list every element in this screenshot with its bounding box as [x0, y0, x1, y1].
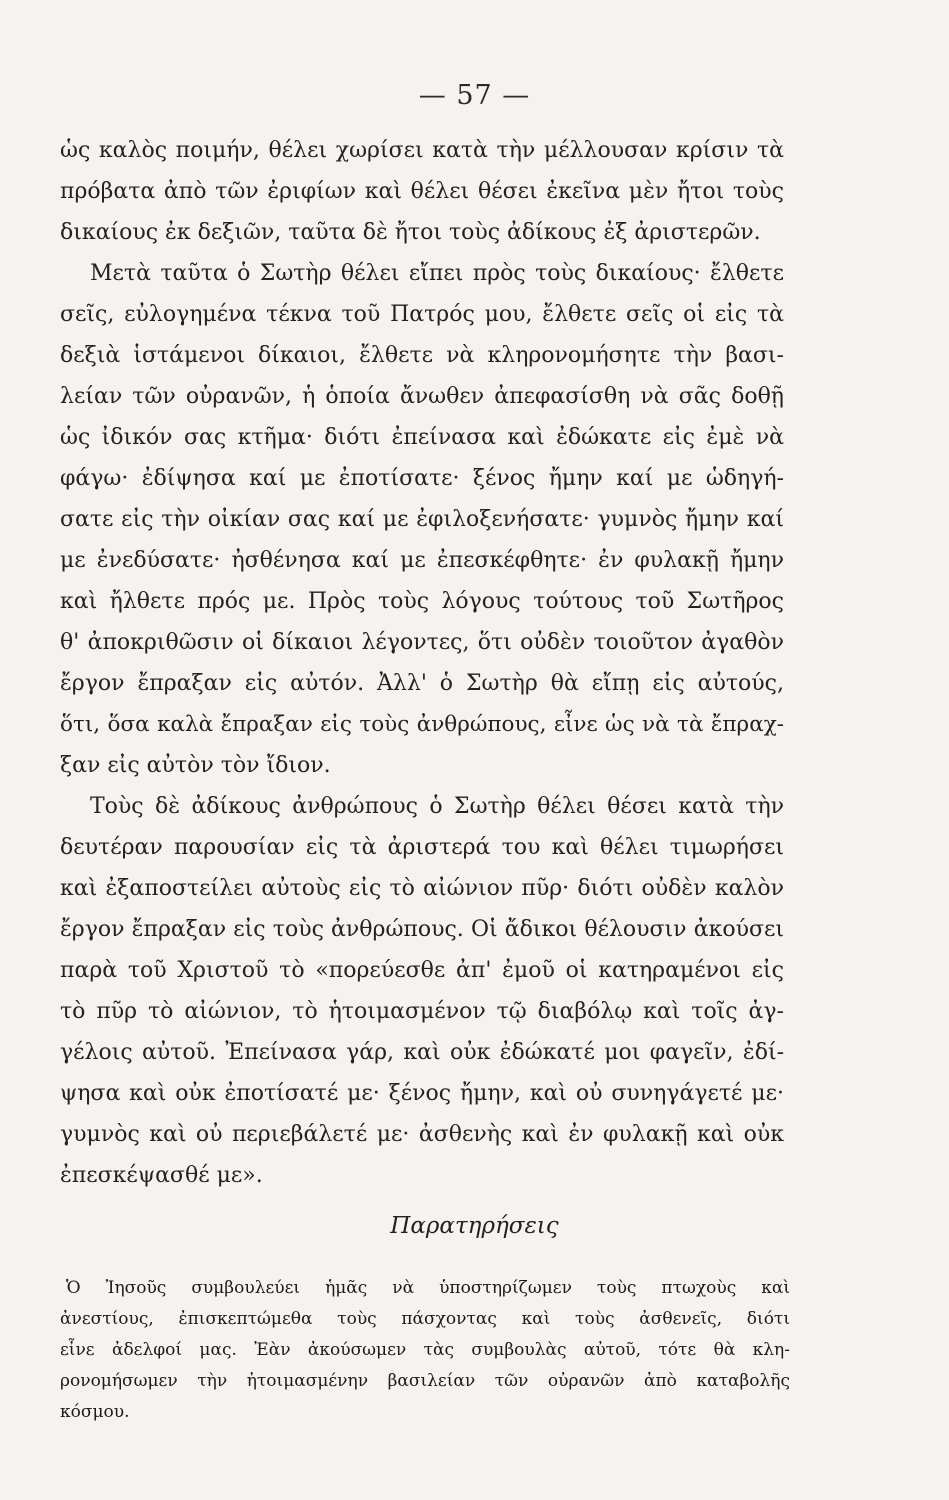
text-line: τὸ πῦρ τὸ αἰώνιον, τὸ ἡτοιμασμένον τῷ διαβόλῳ καὶ τοῖς ἀγ-: [60, 999, 784, 1024]
text-line: ξαν εἰς αὐτὸν τὸν ἴδιον.: [60, 753, 331, 778]
text-line: ψησα καὶ οὐκ ἐποτίσατέ με· ξένος ἤμην, καὶ οὐ συνηγάγετέ με·: [60, 1081, 784, 1106]
text-line: ἐπεσκέψασθέ με».: [60, 1163, 263, 1188]
text-line: καὶ ἐξαποστείλει αὐτοὺς εἰς τὸ αἰώνιον πῦρ· διότι οὐδὲν καλὸν: [60, 876, 784, 901]
text-line: σεῖς, εὐλογημένα τέκνα τοῦ Πατρός μου, ἔλθετε σεῖς οἱ εἰς τὰ: [60, 302, 784, 327]
text-line: δευτέραν παρουσίαν εἰς τὰ ἀριστερά του καὶ θέλει τιμωρήσει: [60, 835, 784, 860]
text-line: καὶ ἤλθετε πρός με. Πρὸς τοὺς λόγους τούτους τοῦ Σωτῆρος: [60, 589, 784, 614]
text-line: ἔργον ἔπραξαν εἰς αὐτόν. Ἀλλ' ὁ Σωτὴρ θὰ εἴπῃ εἰς αὐτούς,: [60, 671, 784, 696]
text-line: λείαν τῶν οὐρανῶν, ἡ ὁποία ἄνωθεν ἀπεφασίσθη νὰ σᾶς δοθῇ: [60, 384, 784, 409]
text-line: πρόβατα ἀπὸ τῶν ἐριφίων καὶ θέλει θέσει ἐκεῖνα μὲν ἤτοι τοὺς: [60, 179, 784, 204]
text-line: γέλοις αὐτοῦ. Ἐπείνασα γάρ, καὶ οὐκ ἐδώκατέ μοι φαγεῖν, ἐδί-: [60, 1040, 784, 1065]
page-number: — 57 —: [418, 80, 531, 111]
text-line: δικαίους ἐκ δεξιῶν, ταῦτα δὲ ἤτοι τοὺς ἀδίκους ἐξ ἀριστερῶν.: [60, 220, 761, 245]
text-line: ἔργον ἔπραξαν εἰς τοὺς ἀνθρώπους. Οἱ ἄδικοι θέλουσιν ἀκούσει: [60, 917, 784, 942]
note-line: κόσμου.: [60, 1402, 130, 1422]
text-line: γυμνὸς καὶ οὐ περιεβάλετέ με· ἀσθενὴς καὶ ἐν φυλακῇ καὶ οὐκ: [60, 1122, 784, 1147]
text-line: με ἐνεδύσατε· ἠσθένησα καί με ἐπεσκέφθητε· ἐν φυλακῇ ἤμην: [60, 548, 784, 573]
text-line: ὡς καλὸς ποιμήν, θέλει χωρίσει κατὰ τὴν μέλλουσαν κρίσιν τὰ: [60, 138, 784, 163]
note-line: ἀνεστίους, ἐπισκεπτώμεθα τοὺς πάσχοντας καὶ τοὺς ἀσθενεῖς, διότι: [60, 1309, 790, 1329]
text-line: φάγω· ἐδίψησα καί με ἐποτίσατε· ξένος ἤμην καί με ὡδηγή-: [60, 466, 784, 491]
note-line: ρονομήσωμεν τὴν ἡτοιμασμένην βασιλείαν τῶν οὐρανῶν ἀπὸ καταβολῆς: [60, 1371, 790, 1391]
text-line: Μετὰ ταῦτα ὁ Σωτὴρ θέλει εἴπει πρὸς τοὺς δικαίους· ἔλθετε: [90, 261, 784, 286]
note-line: εἶνε ἀδελφοί μας. Ἐὰν ἀκούσωμεν τὰς συμβουλὰς αὐτοῦ, τότε θὰ κλη-: [60, 1340, 790, 1360]
section-heading: Παρατηρήσεις: [390, 1213, 559, 1239]
text-line: Τοὺς δὲ ἀδίκους ἀνθρώπους ὁ Σωτὴρ θέλει θέσει κατὰ τὴν: [90, 794, 784, 819]
text-line: δεξιὰ ἱστάμενοι δίκαιοι, ἔλθετε νὰ κληρονομήσητε τὴν βασι-: [60, 343, 784, 368]
text-line: σατε εἰς τὴν οἰκίαν σας καί με ἐφιλοξενήσατε· γυμνὸς ἤμην καί: [60, 507, 784, 532]
text-line: ὅτι, ὅσα καλὰ ἔπραξαν εἰς τοὺς ἀνθρώπους, εἶνε ὡς νὰ τὰ ἔπραχ-: [60, 712, 784, 737]
text-line: ὡς ἰδικόν σας κτῆμα· διότι ἐπείνασα καὶ ἐδώκατε εἰς ἐμὲ νὰ: [60, 425, 784, 450]
text-line: θ' ἀποκριθῶσιν οἱ δίκαιοι λέγοντες, ὅτι οὐδὲν τοιοῦτον ἀγαθὸν: [60, 630, 784, 655]
text-line: παρὰ τοῦ Χριστοῦ τὸ «πορεύεσθε ἀπ' ἐμοῦ οἱ κατηραμένοι εἰς: [60, 958, 784, 983]
note-line: Ὁ Ἰησοῦς συμβουλεύει ἡμᾶς νὰ ὑποστηρίζωμεν τοὺς πτωχοὺς καὶ: [66, 1278, 790, 1298]
